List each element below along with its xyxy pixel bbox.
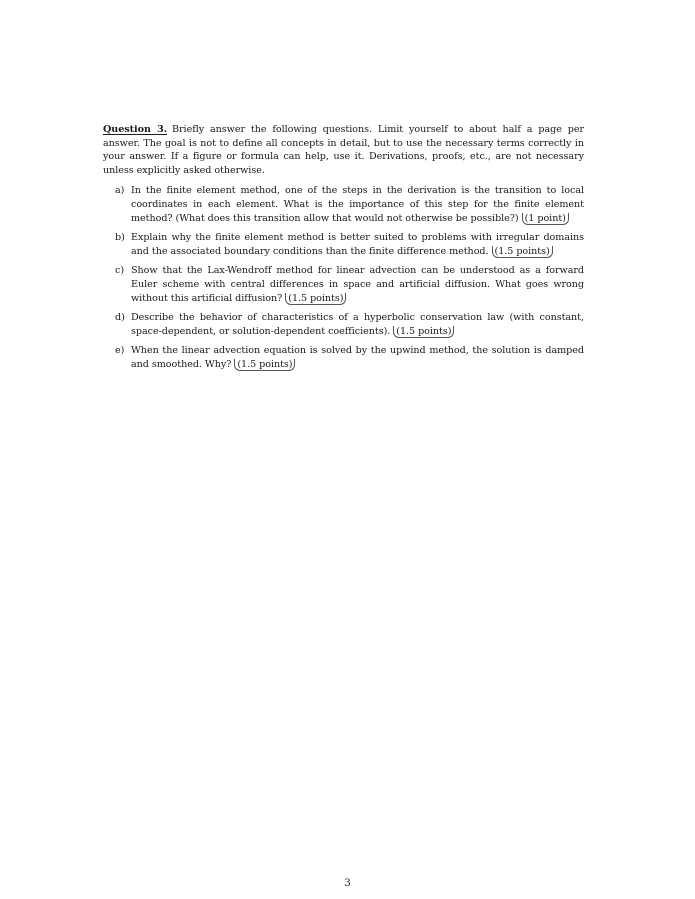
item-marker: d) — [115, 312, 125, 324]
question-item-a — [103, 184, 584, 225]
item-marker: c) — [115, 265, 125, 277]
item-marker: a) — [115, 185, 125, 197]
question-block — [103, 123, 584, 378]
item-marker: e) — [115, 345, 125, 357]
question-item-e — [103, 344, 584, 371]
points-label: (1.5 points) — [234, 359, 295, 371]
points-label: (1.5 points) — [285, 293, 346, 305]
item-text: In the finite element method, one of the steps in the derivation is the transition to local coordinates in each element. What is the importance of this step for the finite element method? (What does this transition allow that would not otherwise be possible?) — [131, 185, 584, 224]
points-label: (1 point) — [522, 213, 569, 225]
question-intro-text: Briefly answer the following questions. Limit yourself to about half a page per answer. The goal is not to define all concepts in detail, but to use the necessary terms correctly in your answer. If a figure or formula can help, use it. Derivations, proofs, etc., are not necessary unless explicitly asked otherwise. — [103, 124, 585, 176]
item-text: Explain why the finite element method is better suited to problems with irregular domains and the associated boundary conditions than the finite difference method. — [131, 232, 584, 257]
question-title: Question 3. — [103, 124, 168, 135]
item-text: When the linear advection equation is solved by the upwind method, the solution is damped and smoothed. Why? — [131, 345, 584, 370]
item-text: Describe the behavior of characteristics of a hyperbolic conservation law (with constant, space-dependent, or solution-dependent coefficients). — [131, 312, 584, 337]
page-number: 3 — [344, 878, 351, 889]
question-item-c — [103, 264, 584, 305]
question-items-list — [103, 184, 584, 371]
question-intro-paragraph — [103, 123, 584, 177]
points-label: (1.5 points) — [492, 246, 553, 258]
item-text: Show that the Lax-Wendroff method for linear advection can be understood as a forward Euler scheme with central differences in space and artificial diffusion. What goes wrong without this artificial diffusion? — [131, 265, 584, 304]
question-item-d — [103, 311, 584, 338]
question-item-b — [103, 231, 584, 258]
points-label: (1.5 points) — [393, 326, 454, 338]
item-marker: b) — [115, 232, 125, 244]
